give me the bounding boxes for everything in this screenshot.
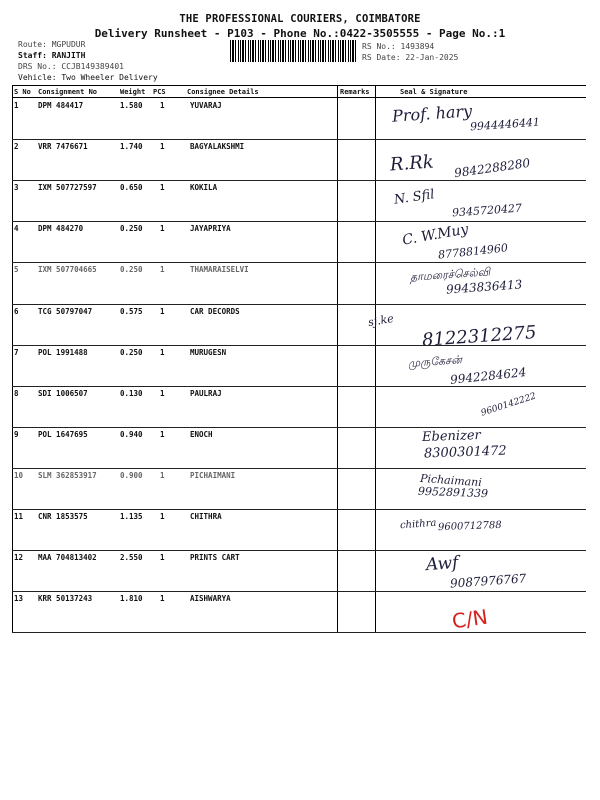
cell-pcs: 1 [160,429,165,439]
cell-consignee: KOKILA [190,183,218,193]
cell-sno: 12 [14,553,24,563]
cell-consignment: IXM 507704665 [38,265,97,275]
cell-weight: 0.250 [120,347,143,357]
cell-pcs: 1 [160,265,165,275]
cell-consignee: PRINTS CART [190,553,240,563]
cell-weight: 1.580 [120,101,143,110]
col-header-seal: Seal & Signature [400,88,468,96]
handwritten-phone: 8122312275 [421,321,538,351]
handwritten-signature: தாமரைச்செல்வி [409,265,491,285]
row-divider [12,509,586,510]
cell-pcs: 1 [160,224,165,234]
cell-weight: 0.250 [120,224,143,234]
cell-weight: 2.550 [120,553,143,563]
row-divider [12,468,586,469]
cn-annotation: C/N [450,604,490,634]
handwritten-phone: 9087976767 [449,571,527,591]
row-divider [12,386,586,387]
cell-weight: 1.740 [120,142,143,152]
rs-date: RS Date: 22-Jan-2025 [362,53,459,62]
cell-pcs: 1 [160,347,165,357]
row-divider [12,632,586,633]
handwritten-signature: sj.ke [367,311,395,329]
handwritten-signature: C. W.Muy [401,221,470,249]
table-top-border [12,85,586,86]
drs-number: DRS No.: CCJB149389401 [18,62,124,71]
cell-sno: 11 [14,512,24,521]
handwritten-signature: Pichaimani [419,471,483,490]
cell-consignment: TCG 50797047 [38,306,93,316]
cell-consignment: IXM 507727597 [38,183,97,193]
handwritten-phone: 8300301472 [423,443,507,462]
col-header-consignment: Consignment No [38,88,98,96]
col-header-pcs: PCS [153,88,166,96]
cell-sno: 13 [14,594,24,604]
handwritten-phone: 9842288280 [453,155,531,181]
cell-consignment: KRR 50137243 [38,594,93,604]
cell-consignee: BAGYALAKSHMI [190,142,245,152]
handwritten-signature: N. Sfil [393,187,436,208]
row-divider [12,139,586,140]
cell-consignment: SLM 362853917 [38,470,97,480]
handwritten-phone: 9345720427 [451,201,523,220]
cell-consignee: PAULRAJ [190,388,222,398]
cell-weight: 0.250 [120,265,143,275]
cell-sno: 10 [14,470,24,480]
cell-weight: 0.650 [120,183,143,193]
cell-pcs: 1 [160,553,165,563]
col-header-weight: Weight [120,88,146,96]
handwritten-signature: R.Rk [389,151,435,176]
cell-consignment: CNR 1853575 [38,512,88,521]
cell-sno: 6 [14,306,19,316]
rs-number: RS No.: 1493894 [362,42,435,51]
cell-consignee: PICHAIMANI [190,470,236,480]
cell-consignment: POL 1991488 [38,347,88,357]
cell-consignment: MAA 704813402 [38,553,97,563]
route-label: Route: MGPUDUR [18,40,86,49]
row-divider [12,591,586,592]
vehicle-label: Vehicle: Two Wheeler Delivery [18,73,158,82]
handwritten-signature: முருகேசன் [407,352,463,370]
col-header-consignee: Consignee Details [187,88,259,96]
cell-consignee: ENOCH [190,429,213,439]
cell-consignment: VRR 7476671 [38,142,88,152]
cell-consignee: JAYAPRIYA [190,224,231,234]
cell-consignee: MURUGESN [190,347,227,357]
handwritten-phone: 8778814960 [437,241,509,262]
cell-pcs: 1 [160,512,165,521]
cell-pcs: 1 [160,470,165,480]
handwritten-signature: chithra [399,517,437,532]
row-divider [12,221,586,222]
cell-consignee: AISHWARYA [190,594,231,604]
cell-pcs: 1 [160,142,165,152]
cell-weight: 1.135 [120,512,143,521]
cell-weight: 0.900 [120,470,143,480]
cell-consignment: SDI 1006507 [38,388,88,398]
handwritten-phone: 9944446441 [469,115,541,134]
cell-weight: 0.940 [120,429,143,439]
cell-consignment: DPM 484270 [38,224,84,234]
document-title: THE PROFESSIONAL COURIERS, COIMBATORE [179,13,421,25]
cell-pcs: 1 [160,388,165,398]
cell-consignee: THAMARAISELVI [190,265,249,275]
cell-pcs: 1 [160,183,165,193]
header-divider [12,97,586,98]
cell-sno: 1 [14,101,19,110]
col-header-remarks: Remarks [340,88,370,96]
handwritten-phone: 9600712788 [437,519,502,534]
cell-pcs: 1 [160,306,165,316]
handwritten-phone: 9943836413 [445,277,523,298]
cell-weight: 0.130 [120,388,143,398]
cell-consignee: CAR DECORDS [190,306,240,316]
handwritten-signature: Ebenizer [421,427,482,445]
cell-pcs: 1 [160,101,165,110]
row-divider [12,180,586,181]
cell-consignment: POL 1647695 [38,429,88,439]
row-divider [12,304,586,305]
barcode-image [230,40,358,62]
row-divider [12,550,586,551]
cell-sno: 8 [14,388,19,398]
cell-consignment: DPM 484417 [38,101,84,110]
cell-sno: 5 [14,265,19,275]
cell-weight: 0.575 [120,306,143,316]
cell-sno: 7 [14,347,19,357]
cell-sno: 2 [14,142,19,152]
row-divider [12,345,586,346]
handwritten-signature: Awf [425,552,460,576]
handwritten-phone: 9600142222 [479,391,538,419]
cell-consignee: YUVARAJ [190,101,222,110]
handwritten-phone: 9952891339 [417,484,489,501]
cell-weight: 1.810 [120,594,143,604]
cell-consignee: CHITHRA [190,512,222,521]
row-divider [12,427,586,428]
col-header-sno: S No [14,88,31,96]
cell-sno: 3 [14,183,19,193]
cell-sno: 9 [14,429,19,439]
row-divider [12,262,586,263]
staff-label: Staff: RANJITH [18,51,86,60]
runsheet-subtitle: Delivery Runsheet - P103 - Phone No.:0422-3505555 - Page No.:1 [94,27,506,40]
cell-pcs: 1 [160,594,165,604]
handwritten-phone: 9942284624 [449,364,527,387]
handwritten-signature: Prof. hary [391,101,473,126]
cell-sno: 4 [14,224,19,234]
